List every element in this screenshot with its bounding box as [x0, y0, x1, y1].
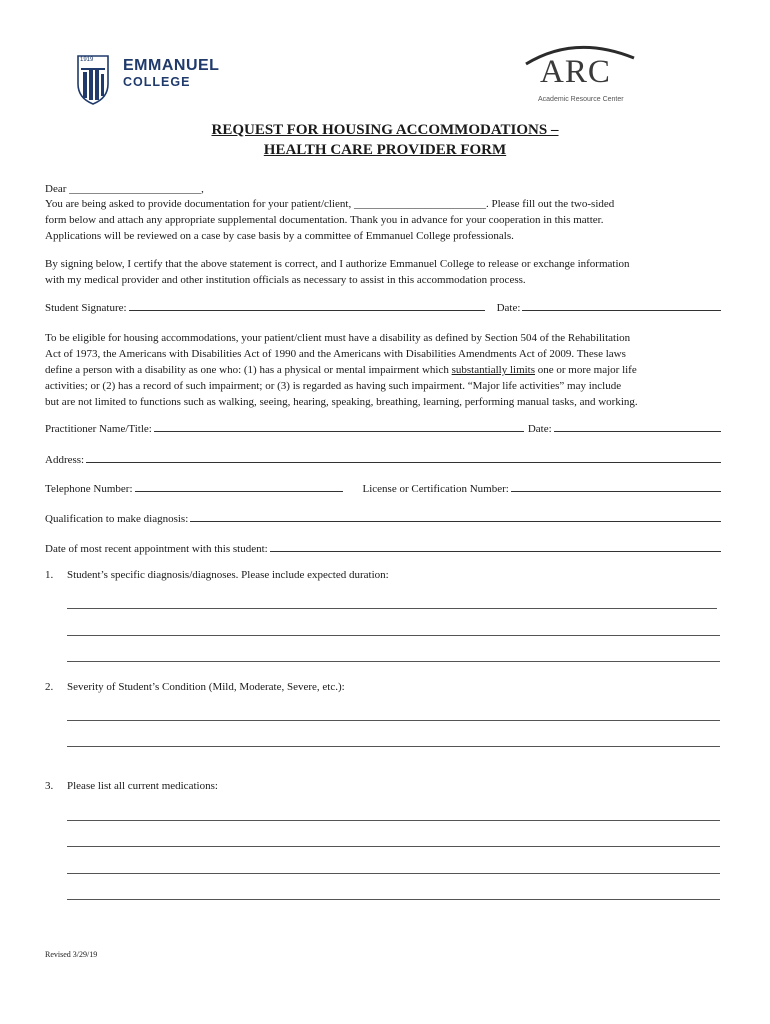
eligibility-line: [45, 362, 725, 378]
student-signature-field[interactable]: [129, 299, 485, 311]
consent-paragraph: [45, 256, 725, 288]
qualification-field[interactable]: [190, 510, 721, 522]
question-text: Student’s specific diagnosis/diagnoses. Please include expected duration:: [67, 569, 389, 581]
crest-year: 1919: [80, 57, 94, 63]
answer-line-q3[interactable]: [67, 820, 720, 821]
salutation: Dear ________________________,: [45, 183, 204, 195]
address-field[interactable]: [86, 451, 721, 463]
answer-line-q1[interactable]: [67, 635, 720, 636]
answer-line-q2[interactable]: [67, 720, 720, 721]
answer-line-q1[interactable]: [67, 661, 720, 662]
arc-subtitle: Academic Resource Center: [538, 96, 624, 103]
practitioner-name-field[interactable]: [154, 420, 524, 432]
telephone-field[interactable]: [135, 480, 343, 492]
qualification-row: [45, 509, 723, 525]
telephone-license-row: [45, 479, 723, 495]
substantially-limits-emphasis: substantially limits: [451, 364, 536, 376]
appointment-date-label: Date of most recent appointment with this student:: [45, 543, 268, 555]
intro-line: Applications will be reviewed on a case by case basis by a committee of Emmanuel College professionals.: [45, 230, 514, 242]
emmanuel-college-logo: [75, 54, 245, 106]
intro-line: form below and attach any appropriate supplemental documentation. Thank you in advance for your cooperation in this matter.: [45, 214, 604, 226]
eligibility-line: but are not limited to functions such as walking, seeing, hearing, speaking, breathing, learning, performing manual tasks, and working.: [45, 396, 638, 408]
question-number: 3.: [45, 780, 54, 792]
license-field[interactable]: [511, 480, 721, 492]
address-label: Address:: [45, 454, 85, 466]
intro-line: You are being asked to provide documentation for your patient/client, ________________________. Please fill out the two-sided: [45, 198, 615, 210]
answer-line-q3[interactable]: [67, 873, 720, 874]
eligibility-text: one or more major life: [535, 364, 637, 376]
question-3: [45, 780, 218, 792]
revision-date: Revised 3/29/19: [45, 950, 98, 959]
question-2: [45, 681, 345, 693]
question-text: Severity of Student’s Condition (Mild, Moderate, Severe, etc.):: [67, 681, 345, 693]
emmanuel-college-wordmark: [123, 57, 219, 89]
practitioner-date-field[interactable]: [554, 420, 721, 432]
address-row: [45, 450, 723, 466]
signature-date-label: Date:: [496, 302, 521, 314]
question-number: 2.: [45, 681, 54, 693]
wordmark-line-1: EMMANUEL: [123, 57, 220, 74]
question-1: [45, 569, 389, 581]
answer-line-q2[interactable]: [67, 746, 720, 747]
eligibility-line: activities; or (2) has a record of such impairment; or (3) is regarded as having such impairment. “Major life activities” may include: [45, 380, 622, 392]
question-text: Please list all current medications:: [67, 780, 218, 792]
telephone-label: Telephone Number:: [45, 483, 133, 495]
arc-logo: [520, 40, 640, 108]
intro-paragraph: [45, 196, 725, 244]
form-title-line-2: HEALTH CARE PROVIDER FORM: [263, 142, 507, 158]
wordmark-line-2: COLLEGE: [123, 75, 191, 89]
consent-line: By signing below, I certify that the above statement is correct, and I authorize Emmanuel College to release or exchange information: [45, 258, 630, 270]
arc-wordmark: ARC: [540, 54, 611, 90]
signature-date-field[interactable]: [522, 299, 721, 311]
practitioner-name-label: Practitioner Name/Title:: [45, 423, 152, 435]
practitioner-row: [45, 419, 723, 435]
question-number: 1.: [45, 569, 54, 581]
signature-row: [45, 298, 723, 314]
eligibility-line: Act of 1973, the Americans with Disabilities Act of 1990 and the Americans with Disabilities Amendments Act of 2009. These laws: [45, 348, 626, 360]
appointment-row: [45, 539, 723, 555]
answer-line-q3[interactable]: [67, 846, 720, 847]
qualification-label: Qualification to make diagnosis:: [45, 513, 189, 525]
eligibility-line: To be eligible for housing accommodations, your patient/client must have a disability as defined by Section 504 of the Rehabilitation: [45, 332, 631, 344]
student-signature-label: Student Signature:: [45, 302, 127, 314]
appointment-date-field[interactable]: [270, 540, 721, 552]
answer-line-q3[interactable]: [67, 899, 720, 900]
form-title-line-1: REQUEST FOR HOUSING ACCOMMODATIONS –: [211, 122, 559, 138]
answer-line-q1[interactable]: [67, 608, 717, 609]
consent-line: with my medical provider and other institution officials as necessary to assist in this accommodation process.: [45, 274, 526, 286]
eligibility-text: define a person with a disability as one who: (1) has a physical or mental impairment which: [45, 364, 452, 376]
license-label: License or Certification Number:: [362, 483, 509, 495]
practitioner-date-label: Date:: [527, 423, 552, 435]
eligibility-paragraph: [45, 330, 725, 410]
